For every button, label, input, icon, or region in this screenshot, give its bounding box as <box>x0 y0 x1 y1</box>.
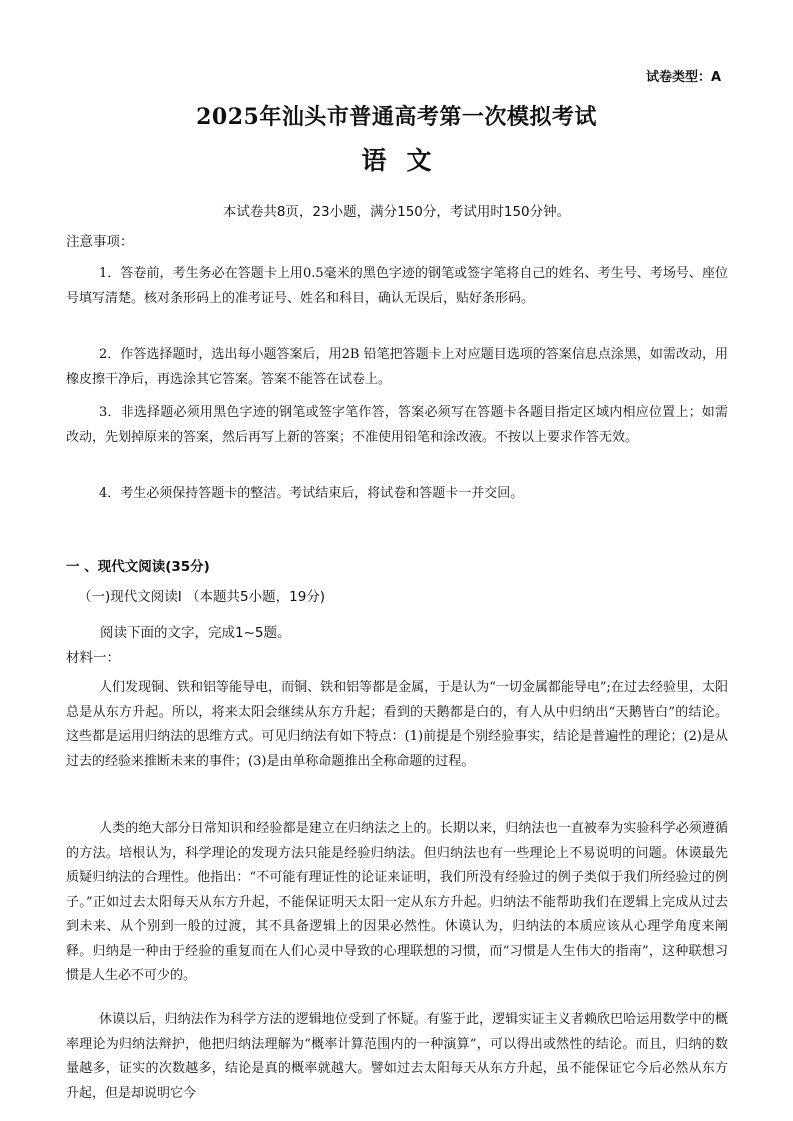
reading-instruction: 阅读下面的文字，完成1~5题。 <box>100 625 291 641</box>
notice-heading: 注意事项： <box>66 234 134 250</box>
subject-title: 语文 <box>361 146 452 175</box>
passage-paragraph: 休谟以后，归纳法作为科学方法的逻辑地位受到了怀疑。有鉴于此，逻辑实证主义者赖欣巴哈运用数学中的概率理论为归纳法辩护，他把归纳法理解为“概率计算范围内的一种演算”，可以得出或然性的结论。而且，归纳的数量越多，证实的次数越多，结论是真的概率就越大。譬如过去太阳每天从东方升起，虽不能保证它今后必然从东方升起，但是却说明它今 <box>66 1012 728 1101</box>
exam-title: 2025年汕头市普通高考第一次模拟考试 <box>196 104 597 130</box>
paper-type-label: 试卷类型：A <box>645 70 721 85</box>
notice-item: 4．考生必须保持答题卡的整洁。考试结束后，将试卷和答题卡一并交回。 <box>99 486 524 501</box>
section-title: 一 、现代文阅读(35分) <box>66 559 210 575</box>
passage-paragraph: 人们发现铜、铁和铝等能导电，而铜、铁和铝等都是金属，于是认为“一切金属都能导电”;在过去经验里，太阳总是从东方升起。所以，将来太阳会继续从东方升起；看到的天鹅都是白的，有人从中归纳出“天鹅皆白”的结论。这些都是运用归纳法的思维方式。可见归纳法有如下特点：(1)前提是个别经验事实，结论是普遍性的理论；(2)是从过去的经验来推断未来的事件；(3)是由单称命题推出全称命题的过程。 <box>66 680 728 769</box>
subsection-title: （一)现代文阅读I （本题共5小题，19分) <box>78 589 326 605</box>
notice-item: 3．非选择题必须用黑色字迹的钢笔或签字笔作答，答案必须写在答题卡各题目指定区域内相应位置上；如需改动，先划掉原来的答案，然后再写上新的答案；不准使用铅笔和涂改液。不按以上要求作答无效。 <box>66 405 728 445</box>
passage-paragraph: 人类的绝大部分日常知识和经验都是建立在归纳法之上的。长期以来，归纳法也一直被奉为实验科学必须遵循的方法。培根认为，科学理论的发现方法只能是经验归纳法。但归纳法也有一些理论上不易说明的问题。休谟最先质疑归纳法的合理性。他指出：“不可能有理证性的论证来证明，我们所没有经验过的例子类似于我们所经验过的例子。”正如过去太阳每天从东方升起，不能保证明天太阳一定从东方升起。归纳法不能帮助我们在逻辑上完成从过去到未来、从个别到一般的过渡，其不具备逻辑上的因果必然性。休谟认为，归纳法的本质应该从心理学角度来阐释。归纳是一种由于经验的重复而在人们心灵中导致的心理联想的习惯，而“习惯是人生伟大的指南”，这种联想习惯是人生必不可少的。 <box>66 821 728 983</box>
material-label: 材料一： <box>66 650 120 666</box>
exam-info: 本试卷共8页，23小题，满分150分，考试用时150分钟。 <box>222 204 571 220</box>
notice-item: 1．答卷前，考生务必在答题卡上用0.5毫米的黑色字迹的钢笔或签字笔将自己的姓名、考生号、考场号、座位号填写清楚。核对条形码上的准考证号、姓名和科目，确认无误后，贴好条形码。 <box>66 266 728 306</box>
notice-item: 2．作答选择题时，选出每小题答案后，用2B 铅笔把答题卡上对应题目选项的答案信息点涂黑，如需改动，用橡皮擦干净后，再选涂其它答案。答案不能答在试卷上。 <box>66 347 728 387</box>
